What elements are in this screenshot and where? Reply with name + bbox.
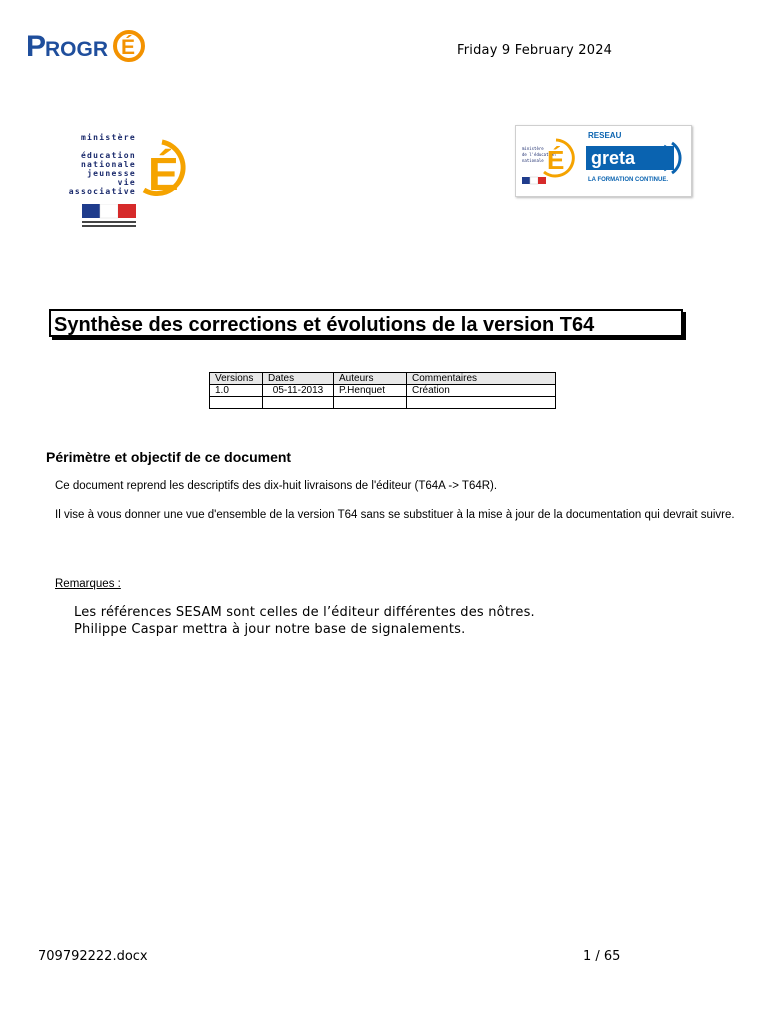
greta-reseau: RESEAU: [588, 131, 622, 140]
table-header-row: [210, 373, 556, 385]
header-date: Friday 9 February 2024: [457, 43, 613, 58]
progre-logo: [26, 24, 146, 66]
remarks-label: Remarques :: [55, 578, 121, 590]
svg-text:ministère: ministère: [522, 146, 544, 151]
table-cell: [263, 397, 334, 409]
ministere-line: nationale: [80, 160, 136, 169]
footer-filename: 709792222.docx: [38, 949, 148, 964]
table-row: [210, 385, 556, 397]
republique-francaise-icon: [82, 204, 136, 230]
svg-text:de l'éducation: de l'éducation: [522, 152, 556, 157]
svg-text:P: P: [26, 30, 47, 63]
paragraph: Ce document reprend les descriptifs des dix-huit livraisons de l'éditeur (T64A -> T64R).: [55, 480, 498, 492]
paragraph: Il vise à vous donner une vue d'ensemble de la version T64 sans se substituer à la mise à jour de la documentation qui devrait suivre.: [55, 509, 735, 521]
table-cell: [407, 397, 556, 409]
svg-text:É: É: [121, 36, 136, 59]
version-table: [209, 372, 556, 409]
ministere-line: ministère: [80, 133, 136, 142]
table-header-cell: Versions: [210, 373, 263, 385]
table-cell: 1.0: [210, 385, 263, 397]
table-cell: [334, 397, 407, 409]
svg-text:É: É: [547, 145, 565, 175]
document-title: Synthèse des corrections et évolutions de la version T64: [49, 309, 683, 337]
table-header-cell: Commentaires: [407, 373, 556, 385]
greta-name: greta: [591, 148, 636, 168]
table-header-cell: Auteurs: [334, 373, 407, 385]
table-cell: [210, 397, 263, 409]
remark-line: Philippe Caspar mettra à jour notre base de signalements.: [74, 622, 466, 637]
table-cell: 05-11-2013: [263, 385, 334, 397]
ministere-line: éducation: [80, 151, 136, 160]
section-heading: Périmètre et objectif de ce document: [46, 449, 292, 465]
remark-line: Les références SESAM sont celles de l’éditeur différentes des nôtres.: [74, 605, 535, 620]
ministere-line: jeunesse: [87, 169, 136, 178]
table-cell: Création: [407, 385, 556, 397]
svg-text:nationale: nationale: [522, 158, 544, 163]
ministere-line: vie associative: [68, 178, 136, 196]
table-header-cell: Dates: [263, 373, 334, 385]
table-row: [210, 397, 556, 409]
footer-page-number: 1 / 65: [583, 949, 621, 964]
svg-text:É: É: [148, 148, 179, 200]
svg-text:ROGR: ROGR: [45, 38, 108, 61]
table-cell: P.Henquet: [334, 385, 407, 397]
ministere-logo: [54, 130, 194, 234]
emblem-e-icon: [134, 132, 190, 204]
greta-logo: [515, 125, 692, 197]
greta-tagline: LA FORMATION CONTINUE.: [588, 177, 668, 183]
